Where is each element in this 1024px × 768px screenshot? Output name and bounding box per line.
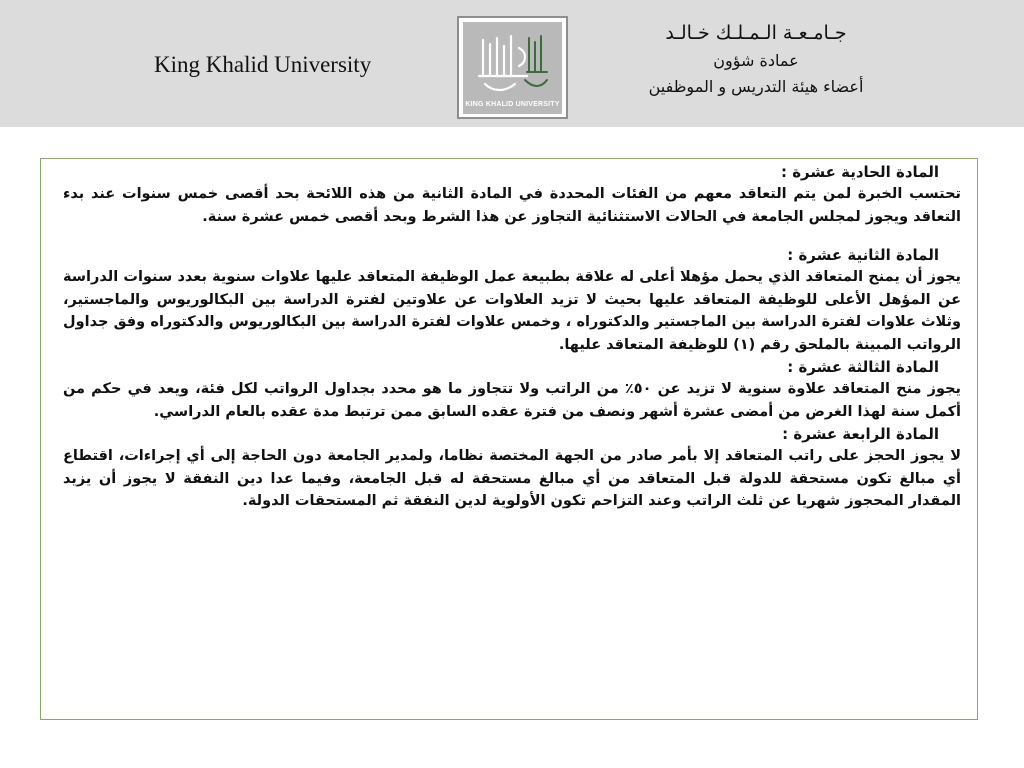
article-11 — [63, 161, 961, 228]
logo-emblem-icon — [475, 32, 550, 98]
article-13 — [63, 356, 961, 423]
article-body: يجوز أن يمنح المتعاقد الذي يحمل مؤهلا أعلى له علاقة بطبيعة عمل الوظيفة المتعاقد عليها علاوات سنوية بعدد سنوات الدراسة عن المؤهل الأعلى للوظيفة المتعاقد عليها بحيث لا تزيد العلاوات عن علاوتين لفترة الدراسة بين البكالوريوس والماجستير، وثلاث علاوات لفترة الدراسة بين الماجستير والدكتوراه ، وخمس علاوات لفترة الدراسة بين البكالوريوس والدكتوراه وفق جداول الرواتب المبينة بالملحق رقم (١) للوظيفة المتعاقد عليها. — [63, 269, 961, 353]
article-body: تحتسب الخبرة لمن يتم التعاقد معهم من الفئات المحددة في المادة الثانية من هذه اللائحة بحد أقصى خمس سنوات عند بدء التعاقد ويجوز لمجلس الجامعة في الحالات الاستثنائية التجاوز عن هذا الشرط وبحد أقصى خمس عشرة سنة. — [63, 186, 961, 225]
deanship-name: عمادة شؤون — [713, 51, 799, 70]
article-title: المادة الثالثة عشرة : — [787, 358, 939, 376]
department-name: أعضاء هيئة التدريس و الموظفين — [648, 77, 864, 96]
article-12 — [63, 244, 961, 356]
university-name-en: King Khalid University — [154, 52, 372, 77]
university-name-ar: جـامـعـة الـمـلـك خـالـد — [665, 22, 847, 44]
university-name-ar-block — [606, 18, 906, 100]
article-14 — [63, 423, 961, 513]
article-title: المادة الثانية عشرة : — [787, 246, 939, 264]
logo-emblem — [463, 22, 562, 114]
document-text — [63, 161, 961, 513]
document-frame — [40, 158, 978, 720]
logo-caption: KING KHALID UNIVERSITY — [465, 101, 560, 108]
article-title: المادة الحادية عشرة : — [780, 163, 939, 181]
article-body: يجوز منح المتعاقد علاوة سنوية لا تزيد عن ٥٠٪ من الراتب ولا تتجاوز ما هو محدد بجداول الرواتب لكل فئة، ويعد في حكم من أكمل سنة لهذا الغرض من أمضى عشرة أشهر ونصف من فترة عقده السابق ممن ترتبط مدة عقده بالعام الدراسي. — [63, 381, 961, 420]
article-body: لا يجوز الحجز على راتب المتعاقد إلا بأمر صادر من الجهة المختصة نظاما، ولمدير الجامعة دون الحاجة إلى أي إجراءات، اقتطاع أي مبالغ تكون مستحقة للدولة قبل المتعاقد من أي مبالغ مستحقة له قبل الجامعة، وفيما عدا دين النفقة لا يجوز أن يزيد المقدار المحجوز شهريا عن ثلث الراتب وعند التزاحم تكون الأولوية لدين النفقة ثم المستحقات الدولة. — [63, 448, 961, 509]
university-logo — [457, 16, 568, 119]
article-title: المادة الرابعة عشرة : — [782, 425, 939, 443]
header-banner — [0, 0, 1024, 127]
